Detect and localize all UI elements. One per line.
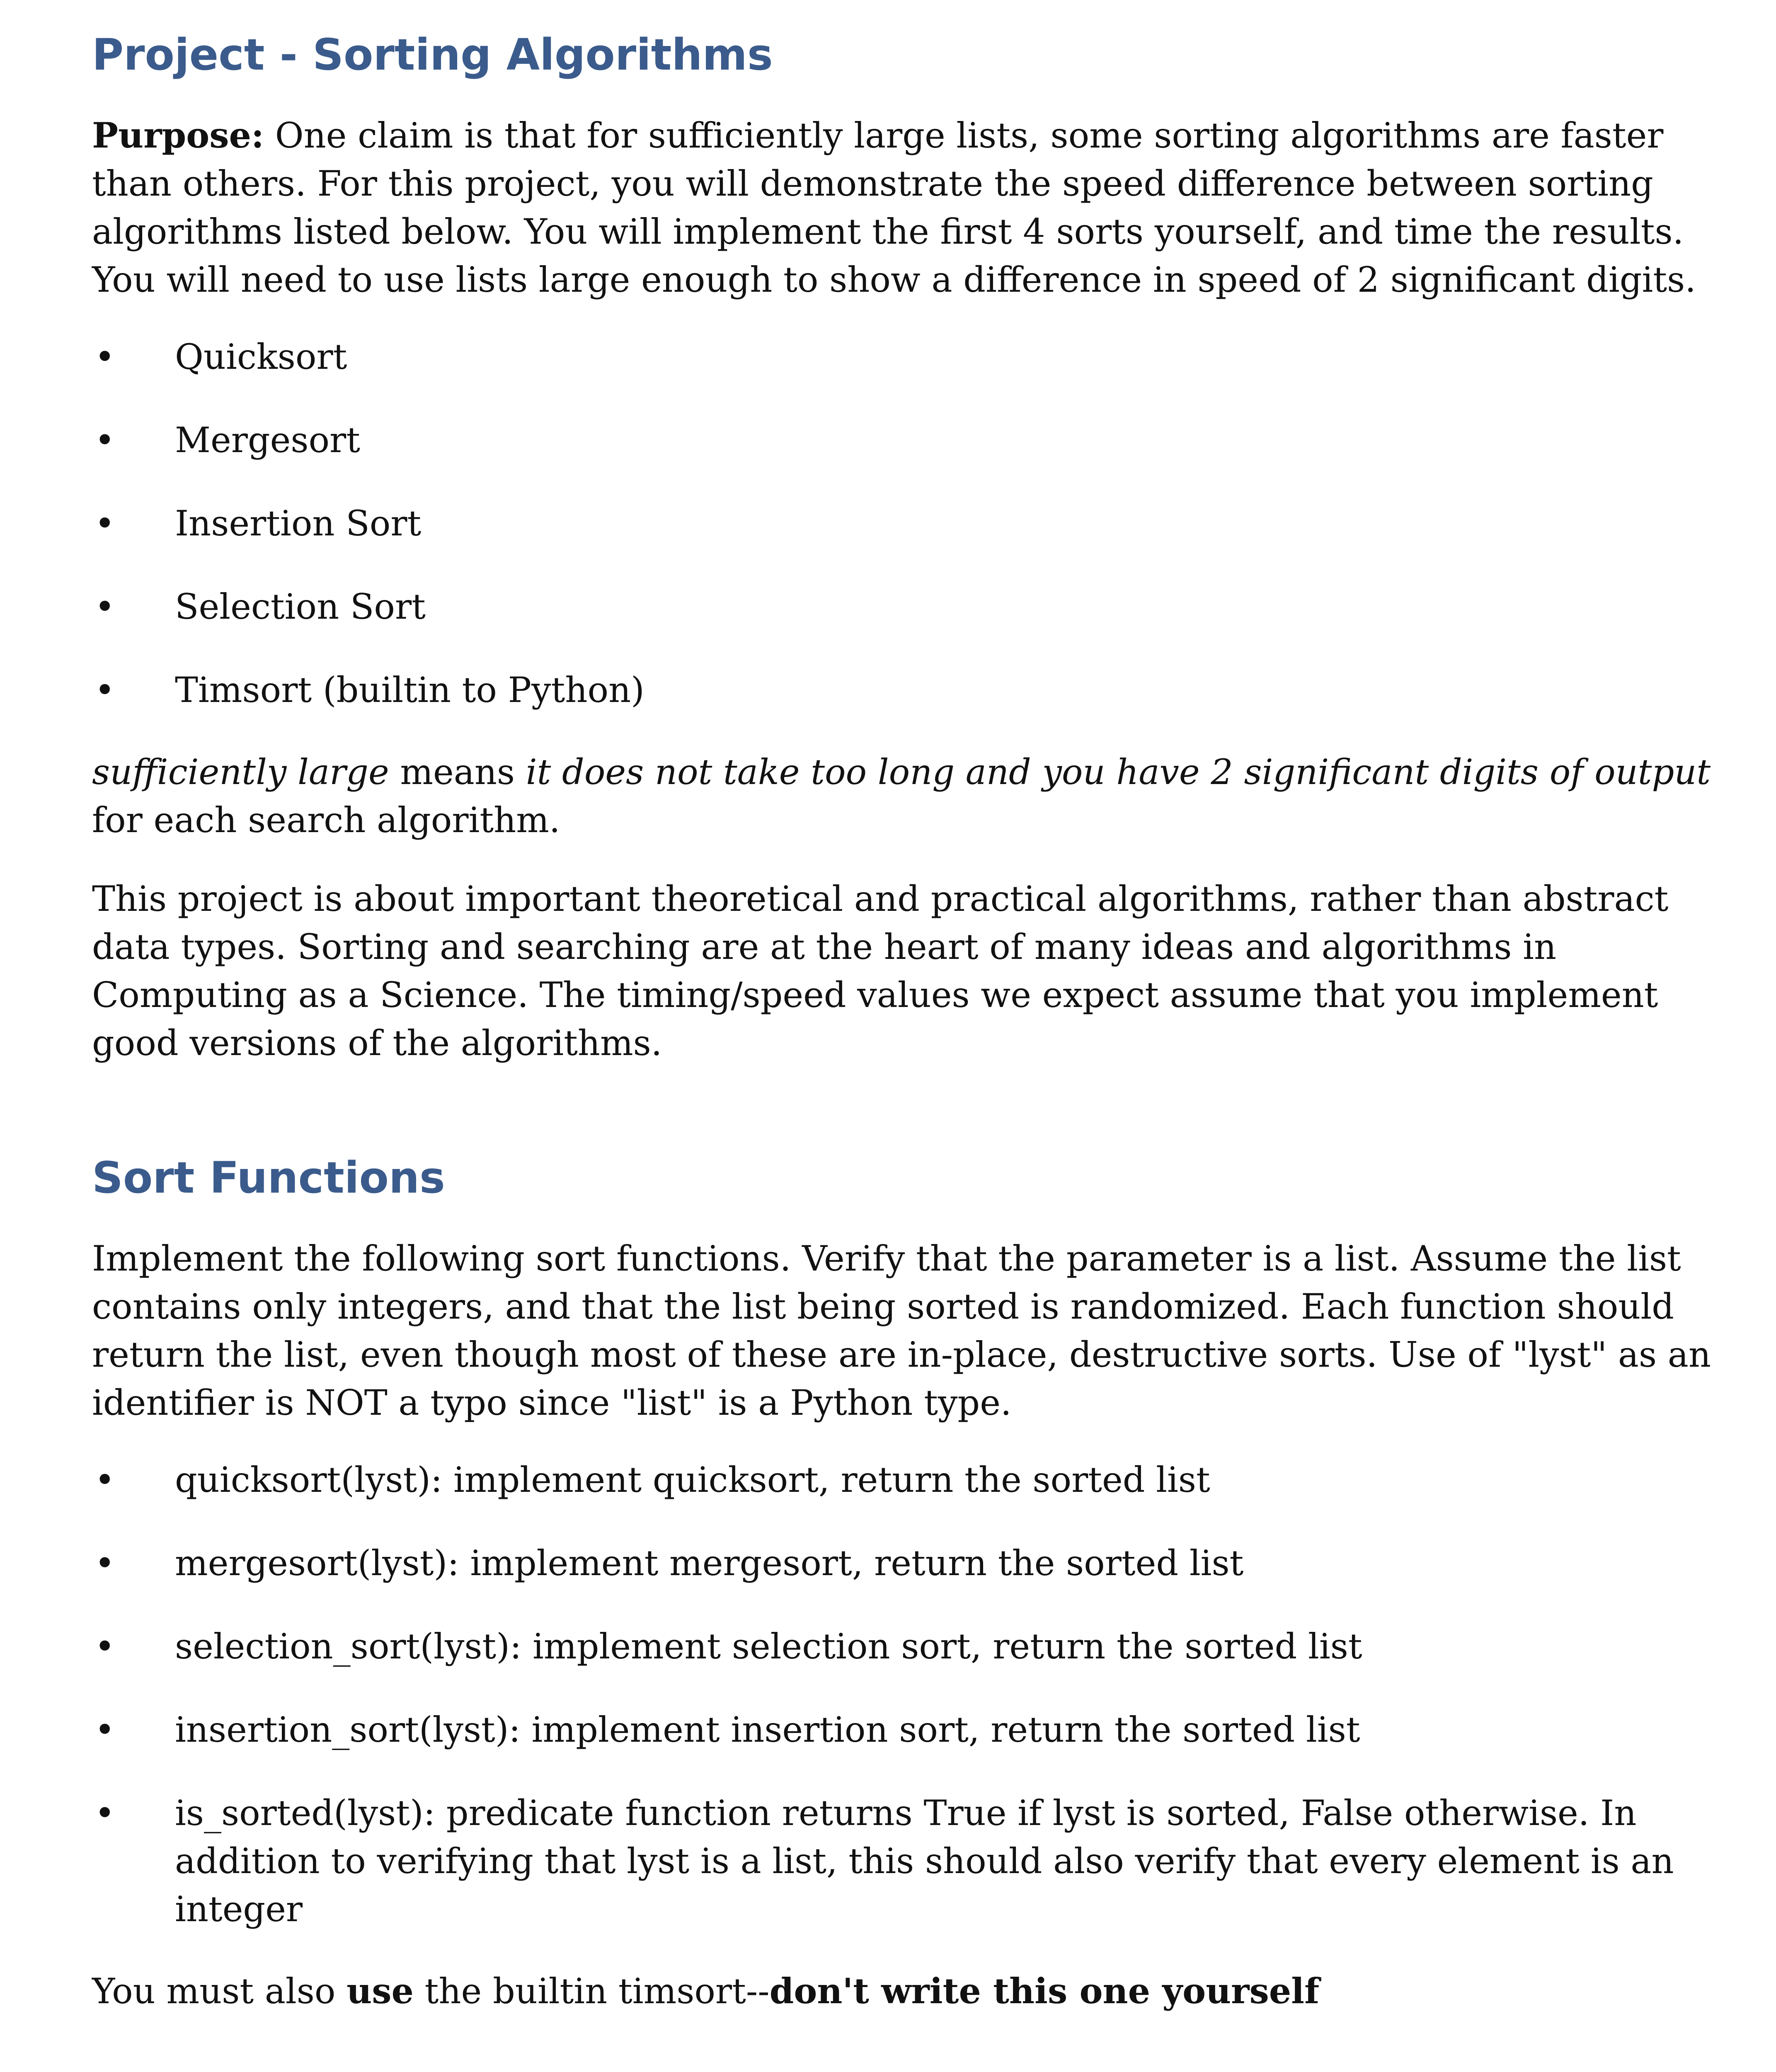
list-item bbox=[92, 1706, 1717, 1754]
bullet-icon: • bbox=[94, 419, 115, 460]
about-paragraph: This project is about important theoretical and practical algorithms, rather than abstract data types. Sorting and searching are at the heart of many ideas and algorithms in Computing as a Science. The timing/speed values we expect assume that you implement good versions of the algorithms. bbox=[92, 878, 1669, 1063]
list-item bbox=[92, 1789, 1717, 1933]
list-item-text: Timsort (builtin to Python) bbox=[175, 669, 644, 710]
function-list bbox=[92, 1456, 1717, 1933]
algorithm-list bbox=[92, 333, 1717, 714]
definition-term: sufficiently large bbox=[92, 751, 389, 792]
list-item bbox=[92, 333, 1717, 381]
list-item-text: quicksort(lyst): implement quicksort, return the sorted list bbox=[175, 1459, 1210, 1500]
section-heading-sort-functions: Sort Functions bbox=[92, 1152, 445, 1203]
list-item-text: selection_sort(lyst): implement selection sort, return the sorted list bbox=[175, 1626, 1362, 1667]
bullet-icon: • bbox=[94, 1542, 115, 1583]
purpose-paragraph bbox=[92, 111, 1717, 304]
list-item-text: Quicksort bbox=[175, 336, 347, 377]
document-page bbox=[92, 29, 1717, 2015]
bullet-icon: • bbox=[94, 1709, 115, 1750]
list-item bbox=[92, 1622, 1717, 1670]
list-item bbox=[92, 1539, 1717, 1587]
list-item-text: Mergesort bbox=[175, 419, 360, 460]
list-item-text: is_sorted(lyst): predicate function returns True if lyst is sorted, False otherwise. In addition to verifying that lyst is a list, this should also verify that every element is an integer bbox=[175, 1792, 1674, 1929]
list-item bbox=[92, 666, 1717, 714]
list-item bbox=[92, 1456, 1717, 1504]
list-item bbox=[92, 499, 1717, 547]
page-title: Project - Sorting Algorithms bbox=[92, 29, 773, 80]
bullet-icon: • bbox=[94, 503, 115, 544]
sort-functions-intro: Implement the following sort functions. Verify that the parameter is a list. Assume the list contains only integers, and that the list being sorted is randomized. Each function should return the list, even though most of these are in-place, destructive sorts. Use of "lyst" as an identifier is NOT a typo since "list" is a Python type. bbox=[92, 1238, 1711, 1423]
bullet-icon: • bbox=[94, 1626, 115, 1667]
bullet-icon: • bbox=[94, 1459, 115, 1500]
list-item bbox=[92, 416, 1717, 464]
definition-paragraph bbox=[92, 748, 1717, 844]
closing-mid: the builtin timsort-- bbox=[413, 1970, 770, 2011]
closing-paragraph bbox=[92, 1967, 1717, 2015]
closing-pre: You must also bbox=[92, 1970, 347, 2011]
purpose-label: Purpose: bbox=[92, 114, 264, 156]
list-item bbox=[92, 583, 1717, 631]
definition-means: means bbox=[389, 751, 526, 792]
list-item-text: Selection Sort bbox=[175, 586, 426, 627]
bullet-icon: • bbox=[94, 669, 115, 710]
list-item-text: insertion_sort(lyst): implement insertion sort, return the sorted list bbox=[175, 1709, 1360, 1750]
bullet-icon: • bbox=[94, 1792, 115, 1833]
definition-rest: for each search algorithm. bbox=[92, 799, 560, 840]
bullet-icon: • bbox=[94, 586, 115, 627]
closing-emphasis: don't write this one yourself bbox=[769, 1970, 1320, 2011]
definition-meaning: it does not take too long and you have 2 significant digits of output bbox=[526, 751, 1711, 792]
list-item-text: Insertion Sort bbox=[175, 503, 422, 544]
bullet-icon: • bbox=[94, 336, 115, 377]
closing-use: use bbox=[346, 1970, 414, 2011]
purpose-text: One claim is that for sufficiently large lists, some sorting algorithms are faster than others. For this project, you will demonstrate the speed difference between sorting algorithms listed below. You will implement the first 4 sorts yourself, and time the results. You will need to use lists large enough to show a difference in speed of 2 significant digits. bbox=[92, 115, 1696, 300]
list-item-text: mergesort(lyst): implement mergesort, return the sorted list bbox=[175, 1542, 1244, 1583]
